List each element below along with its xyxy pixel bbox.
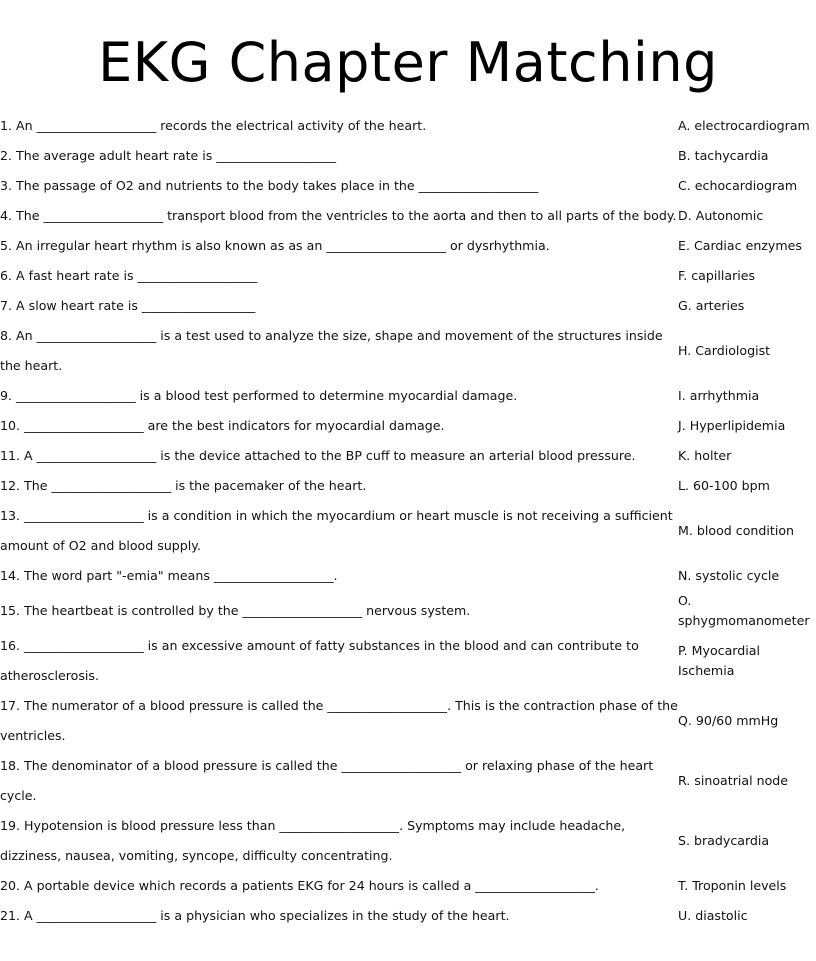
matching-row	[0, 291, 816, 321]
matching-row	[0, 501, 816, 561]
question-text: 7. A slow heart rate is __________________	[0, 298, 256, 313]
question-text: 5. An irregular heart rhythm is also known as as an ___________________ or dysrhythmia.	[0, 238, 550, 253]
answer-choice: T. Troponin levels	[678, 878, 787, 893]
question-text: 16. ___________________ is an excessive amount of fatty substances in the blood and can contribute to atherosclerosis.	[0, 638, 639, 683]
question-text: 2. The average adult heart rate is ___________________	[0, 148, 336, 163]
matching-row	[0, 691, 816, 751]
matching-row	[0, 591, 816, 631]
matching-row	[0, 141, 816, 171]
matching-row	[0, 561, 816, 591]
question-text: 17. The numerator of a blood pressure is called the ___________________. This is the contraction phase of the ventricles.	[0, 698, 678, 743]
question-text: 9. ___________________ is a blood test performed to determine myocardial damage.	[0, 388, 518, 403]
matching-row	[0, 111, 816, 141]
matching-row	[0, 441, 816, 471]
question-text: 11. A ___________________ is the device attached to the BP cuff to measure an arterial blood pressure.	[0, 448, 636, 463]
question-text: 18. The denominator of a blood pressure is called the ___________________ or relaxing phase of the heart cycle.	[0, 758, 654, 803]
answer-choice: U. diastolic	[678, 908, 748, 923]
answer-choice: M. blood condition	[678, 523, 795, 538]
answer-choice: P. Myocardial Ischemia	[678, 643, 760, 678]
answer-choice: L. 60-100 bpm	[678, 478, 770, 493]
question-text: 13. ___________________ is a condition in which the myocardium or heart muscle is not receiving a sufficient amount of O2 and blood supply.	[0, 508, 673, 553]
answer-choice: Q. 90/60 mmHg	[678, 713, 779, 728]
page-title: EKG Chapter Matching	[98, 31, 718, 94]
answer-choice: J. Hyperlipidemia	[678, 418, 786, 433]
answer-choice: D. Autonomic	[678, 208, 764, 223]
answer-choice: A. electrocardiogram	[678, 118, 810, 133]
question-text: 8. An ___________________ is a test used to analyze the size, shape and movement of the structures inside the heart.	[0, 328, 663, 373]
matching-row	[0, 751, 816, 811]
answer-choice: B. tachycardia	[678, 148, 769, 163]
matching-row	[0, 201, 816, 231]
answer-choice: K. holter	[678, 448, 732, 463]
answer-choice: O. sphygmomanometer	[678, 593, 810, 628]
matching-row	[0, 901, 816, 931]
answer-choice: E. Cardiac enzymes	[678, 238, 802, 253]
question-text: 15. The heartbeat is controlled by the ___________________ nervous system.	[0, 603, 471, 618]
answer-choice: H. Cardiologist	[678, 343, 771, 358]
question-text: 4. The ___________________ transport blood from the ventricles to the aorta and then to all parts of the body.	[0, 208, 677, 223]
question-text: 10. ___________________ are the best indicators for myocardial damage.	[0, 418, 445, 433]
matching-row	[0, 381, 816, 411]
matching-row	[0, 171, 816, 201]
answer-choice: N. systolic cycle	[678, 568, 780, 583]
matching-list	[0, 111, 816, 931]
question-text: 20. A portable device which records a patients EKG for 24 hours is called a ___________________.	[0, 878, 599, 893]
matching-row	[0, 811, 816, 871]
matching-row	[0, 261, 816, 291]
answer-choice: I. arrhythmia	[678, 388, 760, 403]
answer-choice: S. bradycardia	[678, 833, 770, 848]
answer-choice: C. echocardiogram	[678, 178, 798, 193]
question-text: 3. The passage of O2 and nutrients to the body takes place in the ___________________	[0, 178, 539, 193]
matching-row	[0, 231, 816, 261]
matching-row	[0, 631, 816, 691]
answer-choice: G. arteries	[678, 298, 745, 313]
question-text: 1. An ___________________ records the electrical activity of the heart.	[0, 118, 427, 133]
question-text: 14. The word part "-emia" means ___________________.	[0, 568, 338, 583]
matching-row	[0, 871, 816, 901]
question-text: 12. The ___________________ is the pacemaker of the heart.	[0, 478, 367, 493]
matching-row	[0, 321, 816, 381]
answer-choice: R. sinoatrial node	[678, 773, 789, 788]
answer-choice: F. capillaries	[678, 268, 756, 283]
question-text: 19. Hypotension is blood pressure less than ___________________. Symptoms may include headache, dizziness, nausea, vomiting, syncope, difficulty concentrating.	[0, 818, 626, 863]
question-text: 21. A ___________________ is a physician who specializes in the study of the heart.	[0, 908, 510, 923]
matching-row	[0, 471, 816, 501]
question-text: 6. A fast heart rate is ___________________	[0, 268, 258, 283]
matching-row	[0, 411, 816, 441]
